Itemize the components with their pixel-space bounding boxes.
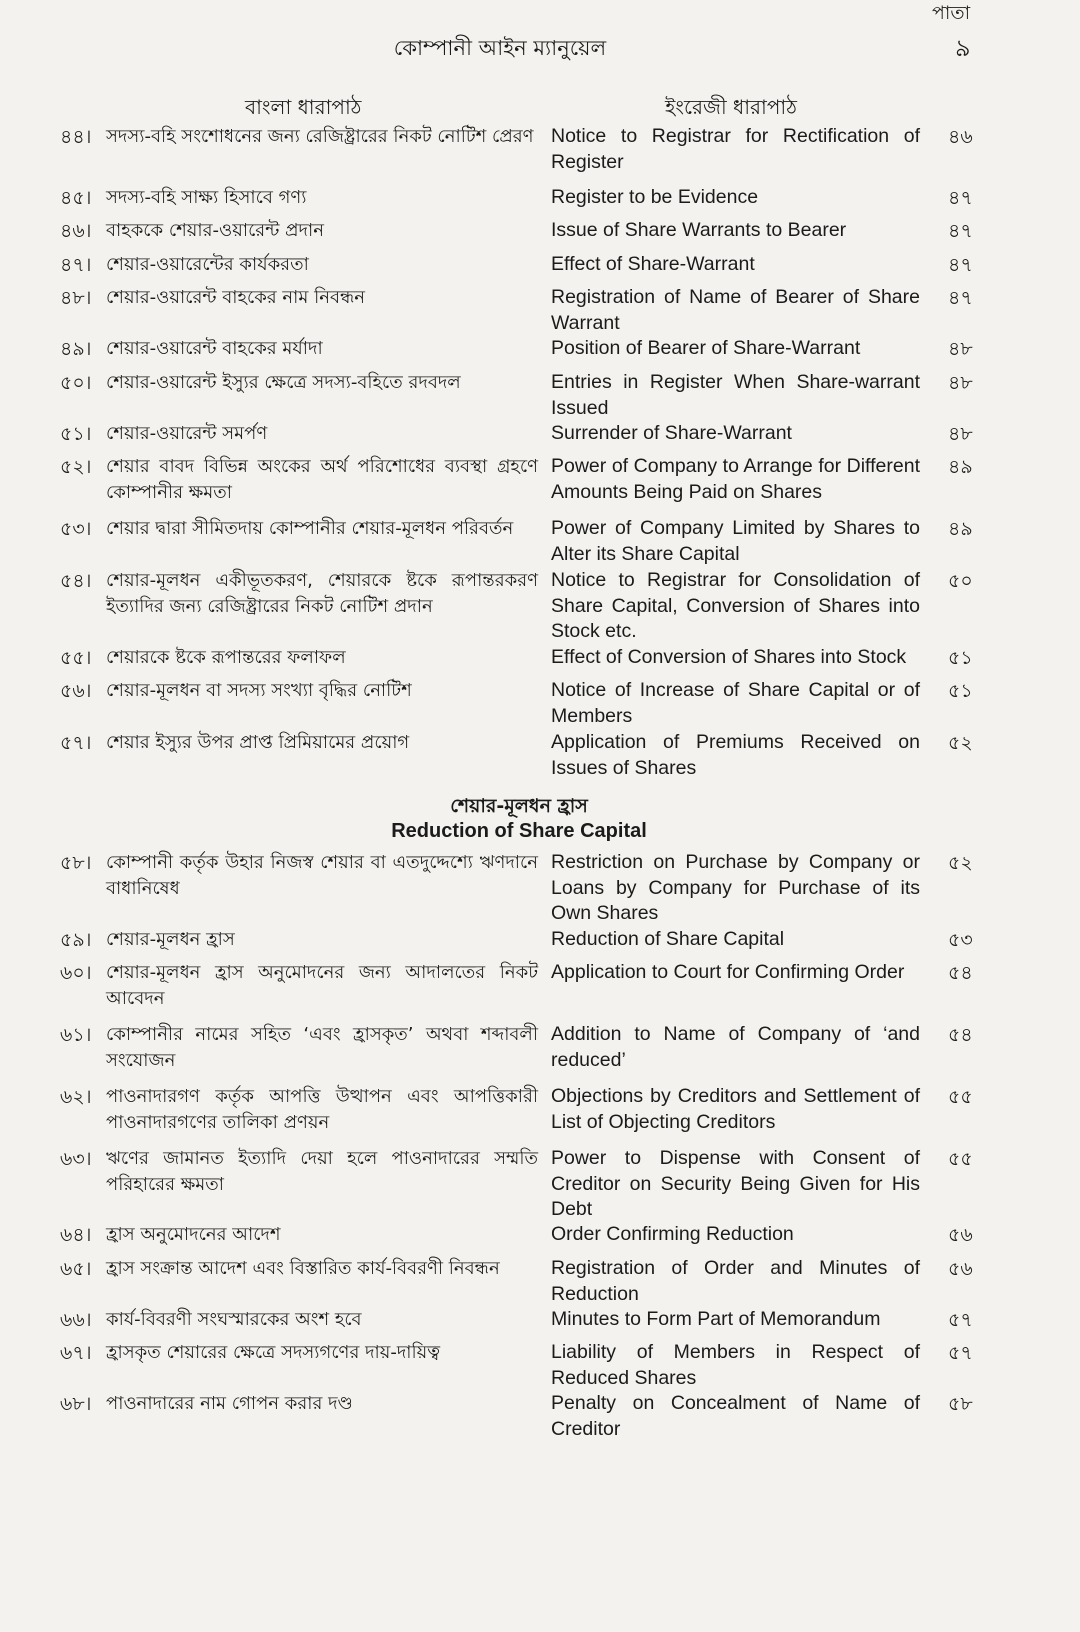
section-number: ৬০। <box>60 962 92 984</box>
bangla-heading: শেয়ার-ওয়ারেন্ট ইস্যুর ক্ষেত্রে সদস্য-বহিতে রদবদল <box>106 372 461 393</box>
bangla-heading: কোম্পানীর নামের সহিত ‘এবং হ্রাসকৃত’ অথবা শব্দাবলী সংযোজন <box>106 1024 538 1071</box>
english-heading: Notice to Registrar for Rectification of Register <box>551 125 920 173</box>
page-ref: ৪৮ <box>948 372 973 394</box>
page-ref: ৪৯ <box>948 518 973 540</box>
english-heading: Notice to Registrar for Consolidation of Share Capital, Conversion of Shares into Stock etc. <box>551 569 920 642</box>
bangla-heading: হ্রাস অনুমোদনের আদেশ <box>106 1224 281 1245</box>
bangla-heading: পাওনাদারের নাম গোপন করার দণ্ড <box>106 1393 353 1414</box>
page-ref: ৪৭ <box>948 187 973 209</box>
section-number: ৫৪। <box>60 570 92 592</box>
bangla-heading: শেয়ারকে ষ্টকে রূপান্তরের ফলাফল <box>106 647 346 668</box>
bangla-heading: বাহককে শেয়ার-ওয়ারেন্ট প্রদান <box>106 220 324 241</box>
bangla-heading: শেয়ার-মূলধন একীভূতকরণ, শেয়ারকে ষ্টকে রূপান্তরকরণ ইত্যাদির জন্য রেজিষ্ট্রারের নিকট নোটিশ প্রদান <box>106 570 538 617</box>
english-heading: Power of Company to Arrange for Different Amounts Being Paid on Shares <box>551 455 920 503</box>
english-heading: Issue of Share Warrants to Bearer <box>551 219 847 241</box>
bangla-heading: হ্রাস সংক্রান্ত আদেশ এবং বিস্তারিত কার্য-বিবরণী নিবন্ধন <box>106 1258 500 1279</box>
english-heading: Effect of Share-Warrant <box>551 253 755 275</box>
bangla-heading: শেয়ার-ওয়ারেন্টের কার্যকরতা <box>106 254 309 275</box>
page-number: ৯ <box>955 34 971 62</box>
section-number: ৪৮। <box>60 287 92 309</box>
section-number: ৬৩। <box>60 1148 92 1170</box>
page-ref: ৫৭ <box>948 1309 973 1331</box>
page-ref: ৫২ <box>948 852 973 874</box>
english-heading: Reduction of Share Capital <box>551 928 785 950</box>
page-ref: ৫৬ <box>948 1258 973 1280</box>
page-ref: ৪৭ <box>948 254 973 276</box>
page-ref: ৫৪ <box>948 962 973 984</box>
page-ref: ৪৮ <box>948 423 973 445</box>
section-heading-english: Reduction of Share Capital <box>391 820 647 842</box>
running-header-title: কোম্পানী আইন ম্যানুয়েল <box>393 36 607 60</box>
bangla-heading: শেয়ার দ্বারা সীমিতদায় কোম্পানীর শেয়ার-মূলধন পরিবর্তন <box>106 518 514 539</box>
page-ref: ৫১ <box>948 680 973 702</box>
section-number: ৫৫। <box>60 647 92 669</box>
section-number: ৫২। <box>60 456 92 478</box>
english-heading: Penalty on Concealment of Name of Creditor <box>551 1392 920 1440</box>
english-heading: Application to Court for Confirming Order <box>551 961 905 983</box>
section-number: ৪৫। <box>60 187 92 209</box>
english-heading: Entries in Register When Share-warrant Issued <box>551 371 920 419</box>
section-number: ৫৭। <box>60 732 92 754</box>
english-heading: Effect of Conversion of Shares into Stock <box>551 646 907 668</box>
page-ref: ৪৭ <box>948 287 973 309</box>
bangla-heading: শেয়ার-ওয়ারেন্ট বাহকের মর্যাদা <box>106 338 323 359</box>
section-number: ৪৭। <box>60 254 92 276</box>
english-heading: Registration of Name of Bearer of Share Warrant <box>551 286 920 334</box>
english-heading: Position of Bearer of Share-Warrant <box>551 337 861 359</box>
section-number: ৬৬। <box>60 1309 92 1331</box>
section-number: ৪৯। <box>60 338 92 360</box>
page-ref: ৫৪ <box>948 1024 973 1046</box>
english-heading: Register to be Evidence <box>551 186 759 208</box>
page-ref: ৪৭ <box>948 220 973 242</box>
bangla-heading: পাওনাদারগণ কর্তৃক আপত্তি উত্থাপন এবং আপত্তিকারী পাওনাদারগণের তালিকা প্রণয়ন <box>106 1086 538 1133</box>
page-ref: ৫১ <box>948 647 973 669</box>
section-number: ৫৬। <box>60 680 92 702</box>
bangla-heading: ঋণের জামানত ইত্যাদি দেয়া হলে পাওনাদারের সম্মতি পরিহারের ক্ষমতা <box>106 1148 538 1195</box>
section-number: ৫৯। <box>60 929 92 951</box>
bangla-heading: হ্রাসকৃত শেয়ারের ক্ষেত্রে সদস্যগণের দায়-দায়িত্ব <box>106 1342 441 1363</box>
bangla-heading: শেয়ার-ওয়ারেন্ট সমর্পণ <box>106 423 268 444</box>
page-ref: ৫৭ <box>948 1342 973 1364</box>
section-number: ৫১। <box>60 423 92 445</box>
page-ref: ৫৫ <box>948 1148 973 1170</box>
section-number: ৬২। <box>60 1086 92 1108</box>
bangla-heading: কার্য-বিবরণী সংঘস্মারকের অংশ হবে <box>106 1309 362 1330</box>
bangla-heading: শেয়ার-মূলধন বা সদস্য সংখ্যা বৃদ্ধির নোটিশ <box>106 680 412 701</box>
bangla-heading: কোম্পানী কর্তৃক উহার নিজস্ব শেয়ার বা এতদুদ্দেশ্যে ঋণদানে বাধানিষেধ <box>106 852 538 899</box>
bangla-heading: শেয়ার-ওয়ারেন্ট বাহকের নাম নিবন্ধন <box>106 287 365 308</box>
page-ref: ৪৯ <box>948 456 973 478</box>
section-number: ৬১। <box>60 1024 92 1046</box>
page-ref: ৫৫ <box>948 1086 973 1108</box>
page-ref: ৫৬ <box>948 1224 973 1246</box>
page-ref: ৫৮ <box>948 1393 973 1415</box>
bangla-heading: শেয়ার বাবদ বিভিন্ন অংকের অর্থ পরিশোধের ব্যবস্থা গ্রহণে কোম্পানীর ক্ষমতা <box>106 456 538 503</box>
english-heading: Objections by Creditors and Settlement of List of Objecting Creditors <box>551 1085 920 1133</box>
bangla-heading: শেয়ার-মূলধন হ্রাস অনুমোদনের জন্য আদালতের নিকট আবেদন <box>106 962 538 1009</box>
page-ref: ৪৮ <box>948 338 973 360</box>
page-ref: ৫৩ <box>948 929 973 951</box>
column-header-page: পাতা <box>932 2 971 24</box>
section-number: ৫৩। <box>60 518 92 540</box>
section-number: ৪৪। <box>60 126 92 148</box>
page-ref: ৪৬ <box>948 126 973 148</box>
bangla-heading: শেয়ার ইস্যুর উপর প্রাপ্ত প্রিমিয়ামের প্রয়োগ <box>106 732 410 753</box>
section-number: ৪৬। <box>60 220 92 242</box>
section-number: ৬৪। <box>60 1224 92 1246</box>
page-ref: ৫০ <box>948 570 973 592</box>
section-number: ৬৮। <box>60 1393 92 1415</box>
page-ref: ৫২ <box>948 732 973 754</box>
column-header-bangla: বাংলা ধারাপাঠ <box>245 95 362 119</box>
english-heading: Power of Company Limited by Shares to Alter its Share Capital <box>551 517 920 565</box>
bangla-heading: শেয়ার-মূলধন হ্রাস <box>106 929 235 950</box>
english-heading: Restriction on Purchase by Company or Loans by Company for Purchase of its Own Shares <box>551 851 920 924</box>
column-header-english: ইংরেজী ধারাপাঠ <box>665 95 797 119</box>
section-number: ৫৮। <box>60 852 92 874</box>
english-heading: Power to Dispense with Consent of Creditor on Security Being Given for His Debt <box>551 1147 920 1220</box>
english-heading: Order Confirming Reduction <box>551 1223 794 1245</box>
section-number: ৬৭। <box>60 1342 92 1364</box>
english-heading: Notice of Increase of Share Capital or of Members <box>551 679 920 727</box>
english-heading: Surrender of Share-Warrant <box>551 422 792 444</box>
english-heading: Liability of Members in Respect of Reduced Shares <box>551 1341 920 1389</box>
english-heading: Addition to Name of Company of ‘and reduced’ <box>551 1023 920 1071</box>
english-heading: Registration of Order and Minutes of Reduction <box>551 1257 920 1305</box>
section-number: ৬৫। <box>60 1258 92 1280</box>
section-number: ৫০। <box>60 372 92 394</box>
bangla-heading: সদস্য-বহি সংশোধনের জন্য রেজিষ্ট্রারের নিকট নোটিশ প্রেরণ <box>106 126 534 147</box>
section-heading-bangla: শেয়ার-মূলধন হ্রাস <box>450 795 588 817</box>
english-heading: Application of Premiums Received on Issues of Shares <box>551 731 920 779</box>
bangla-heading: সদস্য-বহি সাক্ষ্য হিসাবে গণ্য <box>106 187 307 208</box>
english-heading: Minutes to Form Part of Memorandum <box>551 1308 881 1330</box>
